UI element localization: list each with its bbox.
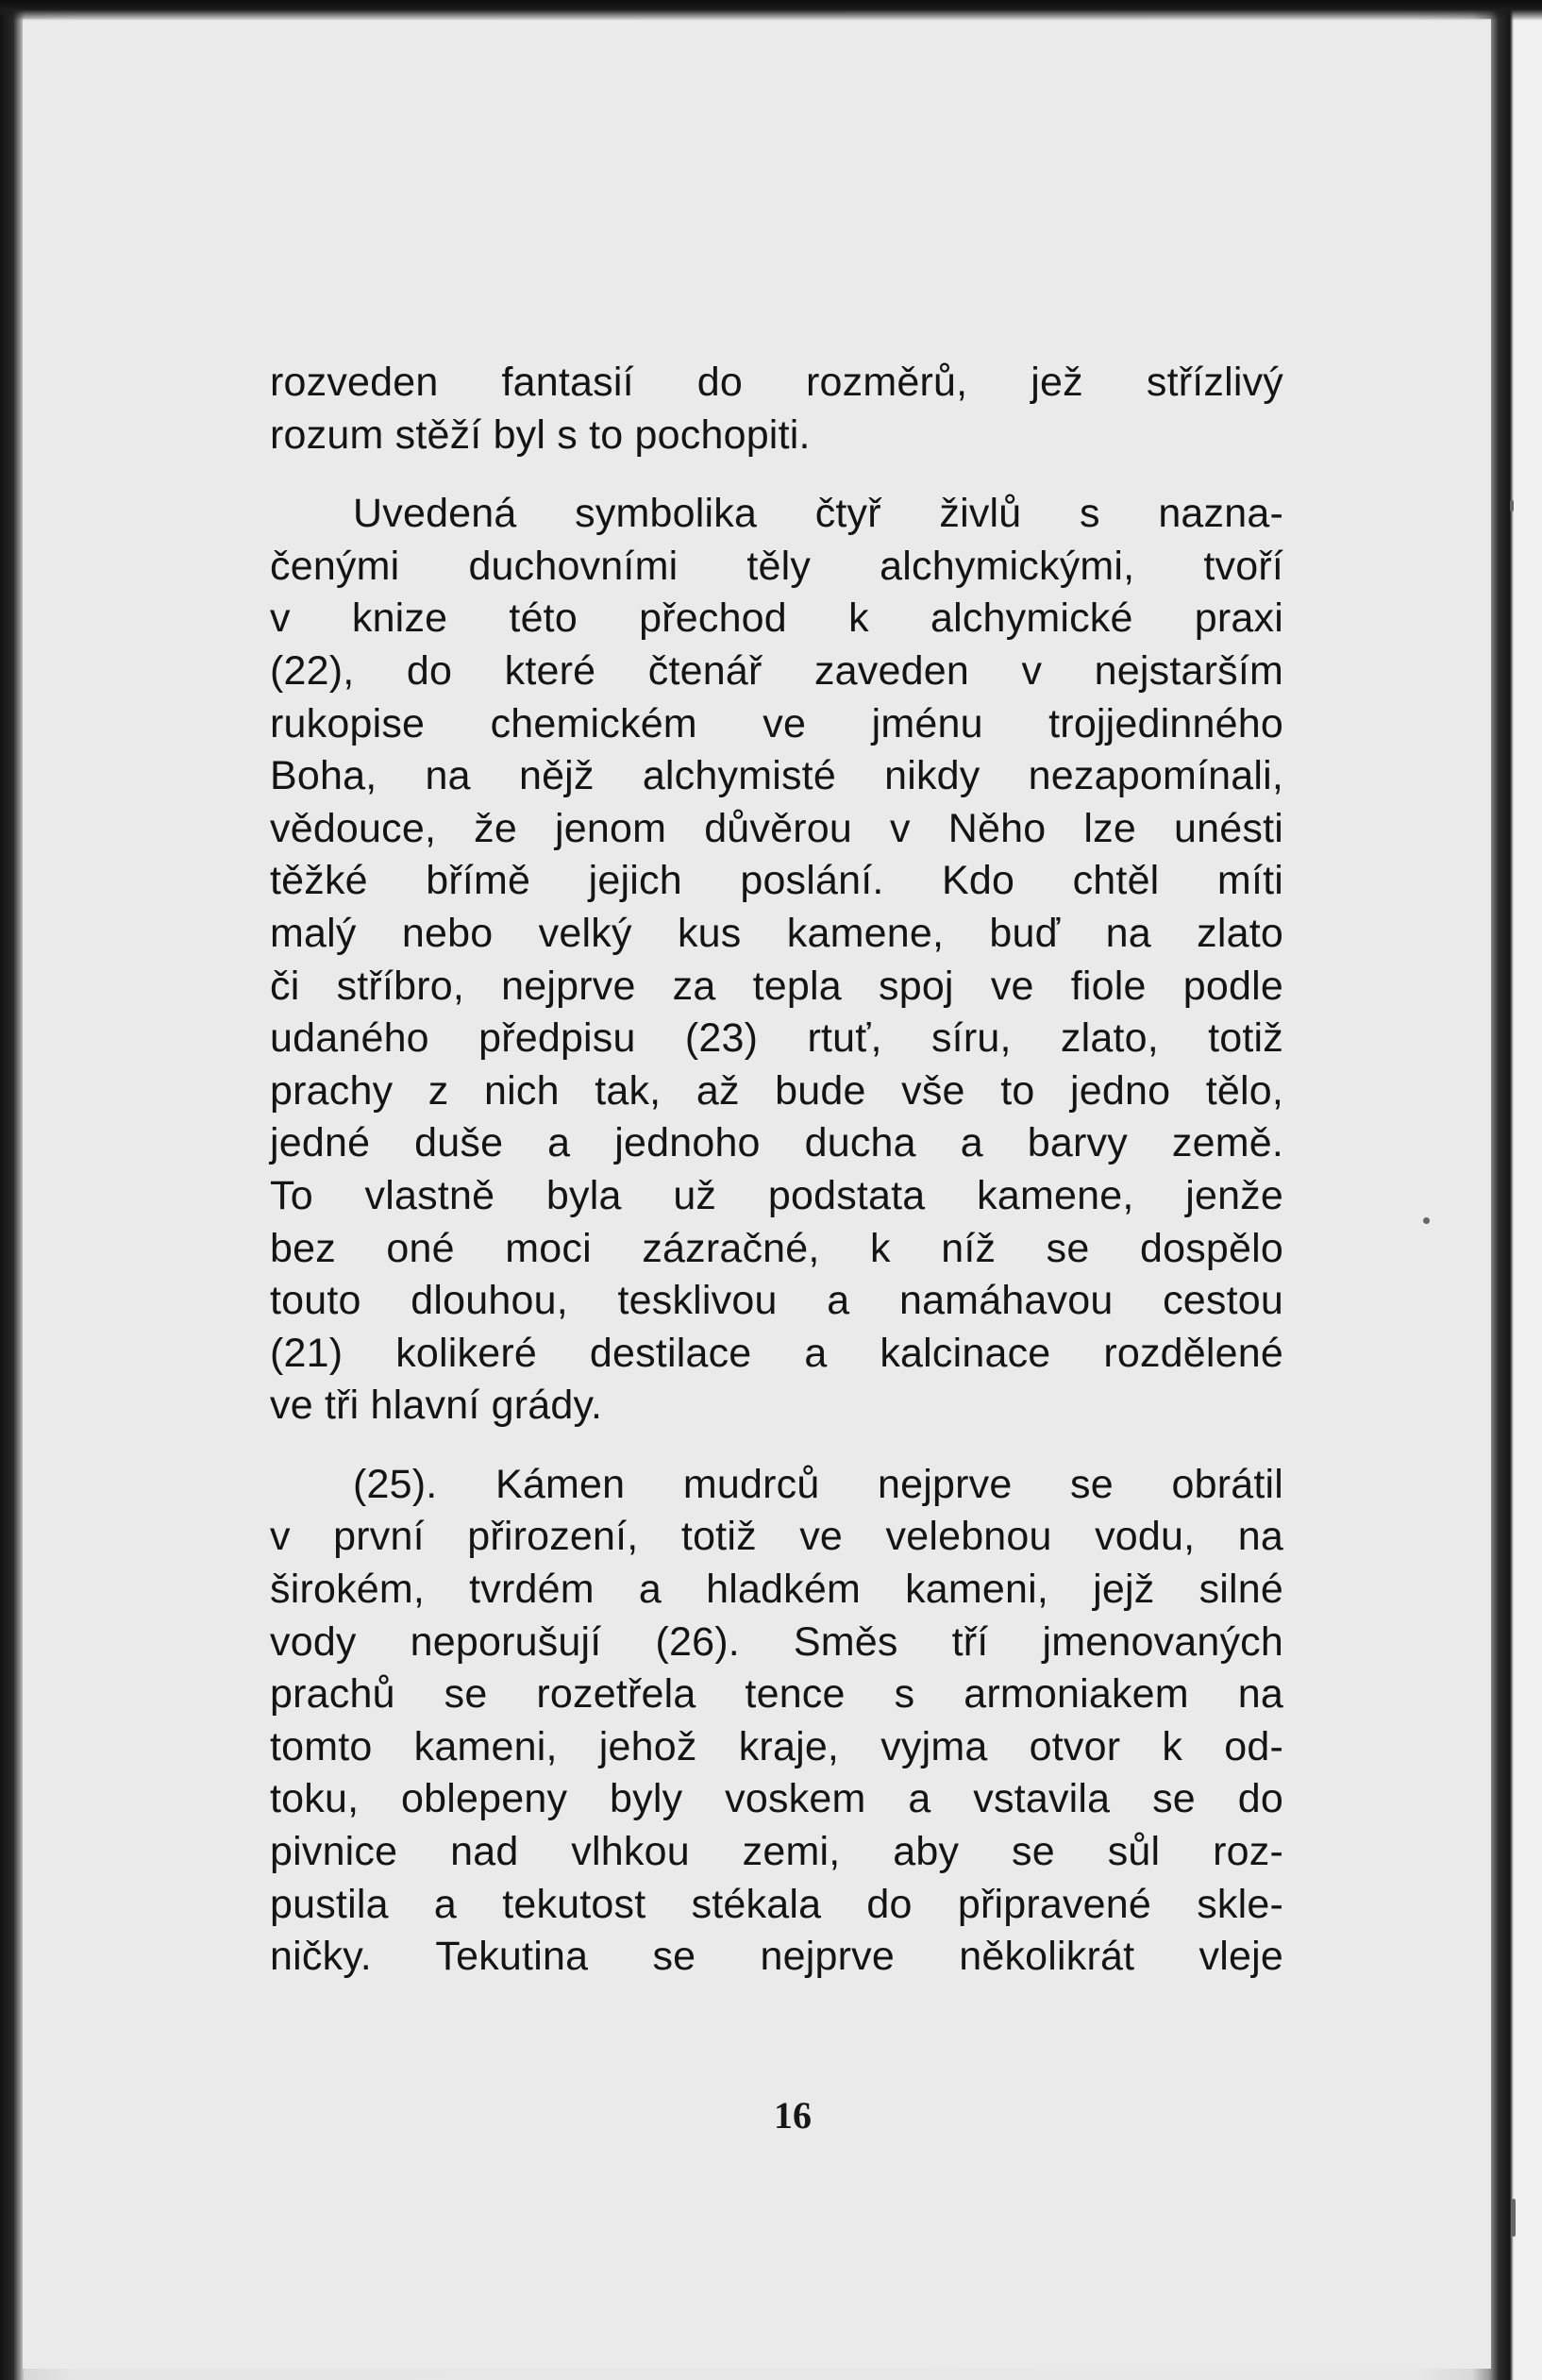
text-line: (21) kolikeré destilace a kalcinace rozdělené (270, 1330, 1283, 1376)
text-line: pustila a tekutost stékala do připravené skle- (270, 1881, 1283, 1927)
scan-speck (1510, 500, 1514, 511)
scan-speck (1423, 1217, 1430, 1224)
paragraph-3 (270, 1459, 1283, 1984)
text-line: rukopise chemickém ve jménu trojjedinného (270, 700, 1283, 746)
text-line: jedné duše a jednoho ducha a barvy země. (270, 1120, 1283, 1166)
text-line: prachů se rozetřela tence s armoniakem na (270, 1671, 1283, 1718)
text-line: toku, oblepeny byly voskem a vstavila se do (270, 1776, 1283, 1822)
text-line: (22), do které čtenář zaveden v nejstarším (270, 647, 1283, 694)
text-line: v první přirození, totiž ve velebnou vodu, na (270, 1514, 1283, 1560)
text-line: pivnice nad vlhkou zemi, aby se sůl roz- (270, 1829, 1283, 1875)
text-line: ničky. Tekutina se nejprve několikrát vleje (270, 1934, 1283, 1980)
body-text (270, 357, 1283, 1984)
text-line: rozveden fantasií do rozměrů, jež střízlivý (270, 360, 1283, 405)
text-line: v knize této přechod k alchymické praxi (270, 595, 1283, 642)
scan-speck (1512, 2199, 1516, 2237)
text-line: prachy z nich tak, až bude vše to jedno tělo, (270, 1067, 1283, 1114)
text-line: ve tři hlavní grády. (270, 1383, 603, 1429)
text-line: rozum stěží byl s to pochopiti. (270, 411, 811, 458)
text-line: To vlastně byla už podstata kamene, jenže (270, 1172, 1283, 1218)
text-line: těžké břímě jejich poslání. Kdo chtěl míti (270, 858, 1283, 904)
paragraph-gap (270, 461, 1283, 488)
text-line: Boha, na nějž alchymisté nikdy nezapomínali, (270, 753, 1283, 799)
text-line: vody neporušují (26). Směs tří jmenovaných (270, 1618, 1283, 1665)
text-line: malý nebo velký kus kamene, buď na zlato (270, 910, 1283, 956)
text-line: udaného předpisu (23) rtuť, síru, zlato, totiž (270, 1015, 1283, 1062)
text-line: bez oné moci zázračné, k níž se dospělo (270, 1225, 1283, 1271)
paragraph-1 (270, 357, 1283, 461)
text-line: čenými duchovními těly alchymickými, tvoří (270, 543, 1283, 589)
text-line: tomto kameni, jehož kraje, vyjma otvor k od- (270, 1723, 1283, 1769)
text-line: či stříbro, nejprve za tepla spoj ve fiole podle (270, 963, 1283, 1009)
text-line: širokém, tvrdém a hladkém kameni, jejž silné (270, 1567, 1283, 1613)
paragraph-2 (270, 488, 1283, 1433)
text-line: (25). Kámen mudrců nejprve se obrátil (353, 1461, 1283, 1507)
text-line: Uvedená symbolika čtyř živlů s nazna- (353, 491, 1283, 537)
text-line: touto dlouhou, tesklivou a namáhavou cestou (270, 1278, 1283, 1324)
scan-top-edge (0, 0, 1542, 21)
paragraph-gap (270, 1433, 1283, 1459)
page-number: 16 (774, 2094, 812, 2137)
text-line: vědouce, že jenom důvěrou v Něho lze unésti (270, 805, 1283, 851)
